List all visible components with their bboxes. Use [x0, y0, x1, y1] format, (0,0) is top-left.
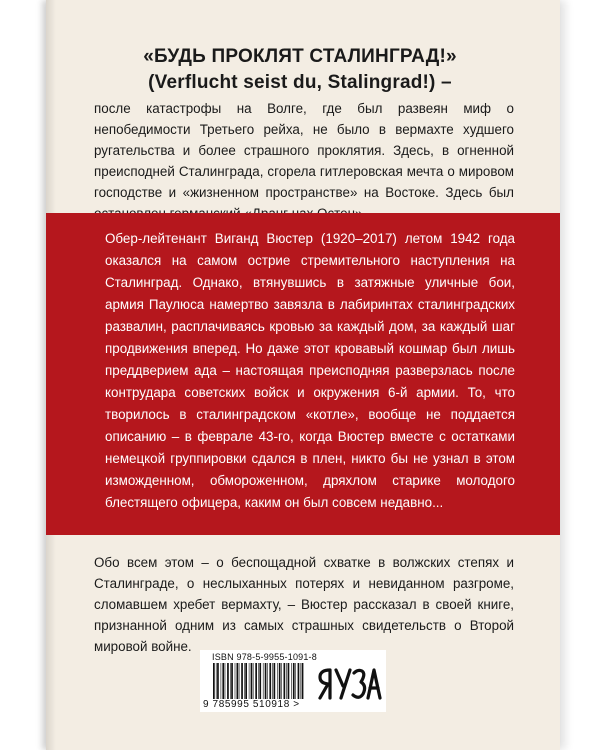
barcode-bar [295, 663, 296, 699]
barcode-number: 9 785995 510918 > [203, 699, 300, 710]
barcode-bar [258, 663, 259, 699]
barcode-bar [293, 663, 295, 699]
barcode-bar [272, 663, 273, 699]
barcode-bar [281, 663, 282, 699]
barcode-bar [263, 663, 264, 699]
barcode-bar [286, 663, 287, 699]
red-block-paragraph: Обер-лейтенант Виганд Вюстер (1920–2017) летом 1942 года оказался на самом острие стремительного наступления на Сталинград. Однако, втянувшись в затяжные уличные бои, армия Паулюса намертво завязла в лабиринтах сталинградских развалин, расплачиваясь кровью за каждый дом, за каждый шаг продвижения вперед. Но даже этот кровавый кошмар был лишь преддверием ада – настоящая преисподняя разверзлась после контрудара советских войск и окружения 6-й армии. То, что творилось в сталинградском «котле», вообще не поддается описанию – в феврале 43-го, когда Вюстер вместе с остатками немецкой группировки сдался в плен, никто бы не узнал в этом изможденном, обмороженном, дряхлом старике молодого блестящего офицера, каким он был совсем недавно... [105, 231, 515, 510]
barcode-bar [274, 663, 276, 699]
barcode-bar [298, 663, 300, 699]
barcode-bar [251, 663, 253, 699]
barcode-bar [225, 663, 226, 699]
barcode-icon [212, 663, 304, 699]
barcode-bar [231, 663, 233, 699]
barcode-bar [255, 663, 257, 699]
barcode-bar [253, 663, 254, 699]
barcode-bar [249, 663, 250, 699]
barcode-bar [279, 663, 281, 699]
barcode-bar [245, 663, 247, 699]
barcode-bar [284, 663, 286, 699]
barcode-bar [288, 663, 290, 699]
barcode-bar [269, 663, 271, 699]
barcode-bar [291, 663, 292, 699]
barcode-bar [235, 663, 236, 699]
barcode-bar [216, 663, 217, 699]
heading-line-1: «БУДЬ ПРОКЛЯТ СТАЛИНГРАД!» [143, 46, 457, 67]
barcode-bar [217, 663, 219, 699]
barcode-bar [239, 663, 240, 699]
barcode-bar [277, 663, 278, 699]
barcode-bar [259, 663, 261, 699]
barcode-bar [301, 663, 302, 699]
barcode-bar [213, 663, 215, 699]
barcode-bar [221, 663, 222, 699]
barcode-bar [237, 663, 239, 699]
barcode-bar [265, 663, 267, 699]
barcode-bar [227, 663, 229, 699]
yauza-logo-icon [316, 664, 382, 704]
heading-line-2: (Verflucht seist du, Stalingrad!) – [148, 72, 452, 93]
outro-paragraph: Обо всем этом – о беспощадной схватке в волжских степях и Сталинграде, о неслыханных потерях и невиданном разгроме, сломавшем хребет вермахту, – Вюстер рассказал в своей книге, признанной одним из самых страшных свидетельств о Второй мировой войне. [94, 555, 514, 654]
barcode-bar [222, 663, 224, 699]
isbn-label: ISBN 978-5-9955-1091-8 [212, 652, 317, 662]
barcode-bar [244, 663, 245, 699]
barcode-bar [302, 663, 304, 699]
barcode-bar [230, 663, 231, 699]
intro-paragraph: после катастрофы на Волге, где был развеян миф о непобедимости Третьего рейха, не было в вермахте худшего ругательства и более страшного проклятия. Здесь, в огненной преисподней Сталинграда, сгорела гитлеровская мечта о мировом господстве и «жизненном пространстве» на Востоке. Здесь был [94, 101, 514, 200]
barcode-bar [241, 663, 243, 699]
barcode-bar [267, 663, 268, 699]
